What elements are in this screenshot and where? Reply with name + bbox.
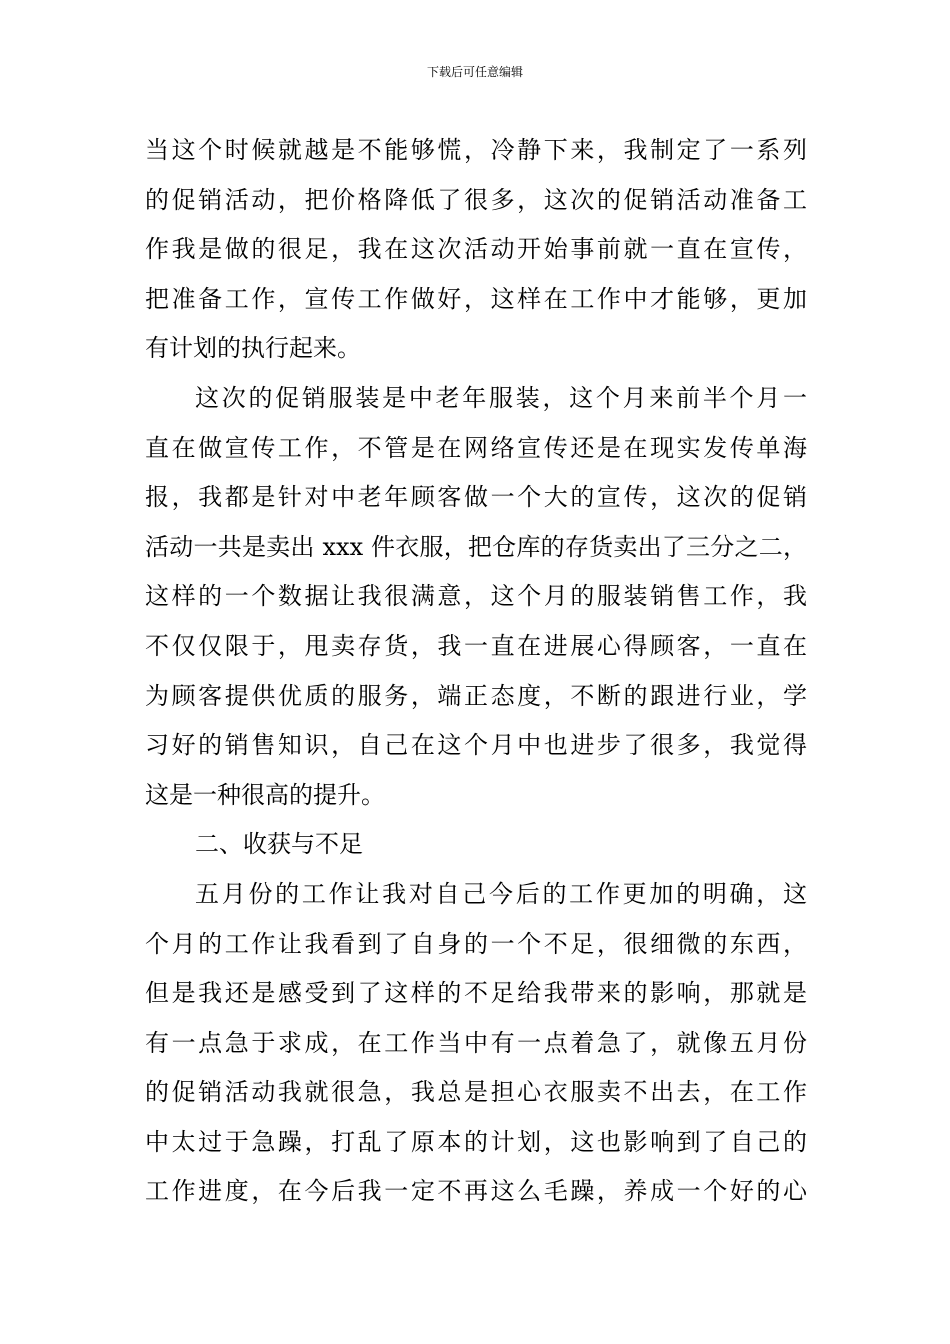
document-body	[145, 126, 807, 1217]
text-line: 不仅仅限于，甩卖存货，我一直在进展心得顾客，一直在	[145, 631, 807, 660]
text-line: 有一点急于求成，在工作当中有一点着急了，就像五月份	[145, 1028, 807, 1057]
text-line: 这次的促销服装是中老年服装，这个月来前半个月一	[195, 383, 807, 412]
text-line: 中太过于急躁，打乱了原本的计划，这也影响到了自己的	[145, 1127, 807, 1156]
text-line: 工作进度，在今后我一定不再这么毛躁，养成一个好的心	[145, 1177, 807, 1206]
text-line: 个月的工作让我看到了自身的一个不足，很细微的东西，	[145, 929, 807, 958]
text-line: 把准备工作，宣传工作做好，这样在工作中才能够，更加	[145, 284, 807, 313]
text-line: 这样的一个数据让我很满意，这个月的服装销售工作，我	[145, 582, 807, 611]
text-line: 作我是做的很足，我在这次活动开始事前就一直在宣传，	[145, 235, 807, 264]
text-line: 的促销活动，把价格降低了很多，这次的促销活动准备工	[145, 185, 807, 214]
section-heading: 二、收获与不足	[195, 830, 363, 859]
text-line: 有计划的执行起来。	[145, 334, 361, 363]
page-header: 下载后可任意编辑	[426, 65, 523, 79]
text-line: 习好的销售知识，自己在这个月中也进步了很多，我觉得	[145, 731, 807, 760]
text-line: 活动一共是卖出 xxx 件衣服，把仓库的存货卖出了三分之二，	[145, 532, 807, 561]
text-line: 的促销活动我就很急，我总是担心衣服卖不出去，在工作	[145, 1078, 807, 1107]
text-line: 五月份的工作让我对自己今后的工作更加的明确，这	[195, 879, 807, 908]
text-line: 为顾客提供优质的服务，端正态度，不断的跟进行业，学	[145, 681, 807, 710]
text-line: 但是我还是感受到了这样的不足给我带来的影响，那就是	[145, 979, 807, 1008]
text-line: 这是一种很高的提升。	[145, 780, 385, 809]
text-line: 报，我都是针对中老年顾客做一个大的宣传，这次的促销	[145, 483, 807, 512]
text-line: 当这个时候就越是不能够慌，冷静下来，我制定了一系列	[145, 136, 807, 164]
text-line: 直在做宣传工作，不管是在网络宣传还是在现实发传单海	[145, 433, 807, 462]
